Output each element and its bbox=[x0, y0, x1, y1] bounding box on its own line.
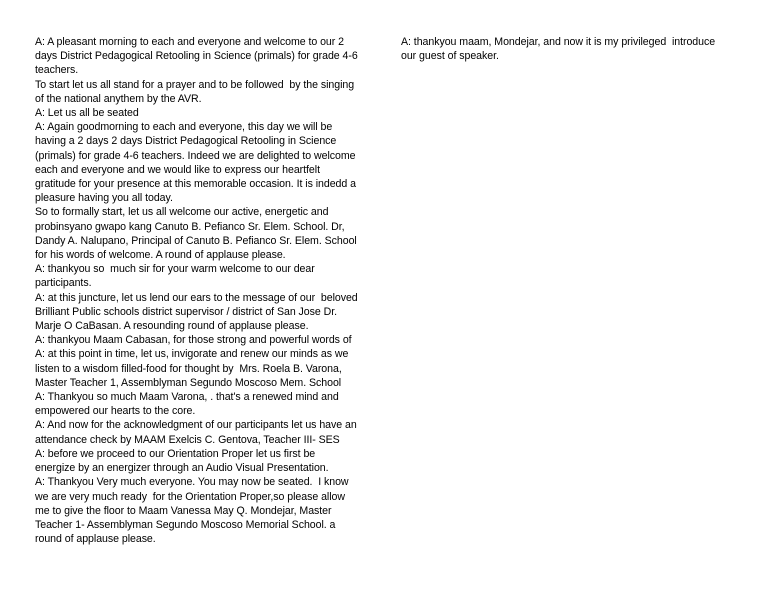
text-line: for his words of welcome. A round of applause please. bbox=[35, 249, 286, 262]
text-line: A: Let us all be seated bbox=[35, 107, 139, 120]
text-line: A: Thankyou Very much everyone. You may now be seated. I know bbox=[35, 476, 349, 489]
text-line: A: Thankyou so much Maam Varona, . that's a renewed mind and bbox=[35, 391, 339, 404]
text-line: Teacher 1- Assemblyman Segundo Moscoso Memorial School. a bbox=[35, 518, 336, 531]
text-line: A: thankyou Maam Cabasan, for those strong and powerful words of bbox=[35, 334, 352, 347]
text-line: energize by an energizer through an Audio Visual Presentation. bbox=[35, 462, 329, 475]
text-line: round of applause please. bbox=[35, 533, 156, 546]
text-line: days District Pedagogical Retooling in Science (primals) for grade 4-6 bbox=[35, 50, 358, 63]
text-line: A: before we proceed to our Orientation Proper let us first be bbox=[35, 447, 316, 460]
text-line: empowered our hearts to the core. bbox=[35, 405, 196, 418]
text-line: A: Again goodmorning to each and everyone, this day we will be bbox=[35, 121, 333, 134]
text-line: pleasure having you all today. bbox=[35, 192, 173, 205]
text-line: To start let us all stand for a prayer and to be followed by the singing bbox=[35, 78, 355, 91]
text-line: we are very much ready for the Orientation Proper,so please allow bbox=[35, 490, 345, 503]
text-line: So to formally start, let us all welcome our active, energetic and bbox=[35, 206, 329, 219]
text-line: A: thankyou maam, Mondejar, and now it is my privileged introduce bbox=[401, 36, 716, 48]
text-line: attendance check by MAAM Exelcis C. Gentova, Teacher III- SES bbox=[35, 433, 340, 446]
text-line: having a 2 days 2 days District Pedagogical Retooling in Science bbox=[35, 135, 337, 148]
text-line: A: And now for the acknowledgment of our participants let us have an bbox=[35, 419, 357, 432]
text-line: listen to a wisdom filled-food for thought by Mrs. Roela B. Varona, bbox=[35, 362, 342, 375]
text-line: Dandy A. Nalupano, Principal of Canuto B. Pefianco Sr. Elem. School bbox=[35, 234, 357, 247]
text-line: each and everyone and we would like to express our heartfelt bbox=[35, 163, 320, 176]
text-line: participants. bbox=[35, 277, 92, 290]
text-line: of the national anythem by the AVR. bbox=[35, 92, 202, 105]
text-line: A: at this point in time, let us, invigorate and renew our minds as we bbox=[35, 348, 349, 361]
right-text-column bbox=[401, 35, 741, 63]
text-line: (primals) for grade 4-6 teachers. Indeed we are delighted to welcome bbox=[35, 149, 356, 162]
text-line: Master Teacher 1, Assemblyman Segundo Moscoso Mem. School bbox=[35, 376, 342, 389]
text-line: our guest of speaker. bbox=[401, 50, 499, 63]
left-text-column bbox=[35, 35, 373, 546]
text-line: me to give the floor to Maam Vanessa May Q. Mondejar, Master bbox=[35, 504, 332, 517]
text-line: probinsyano gwapo kang Canuto B. Pefianco Sr. Elem. School. Dr, bbox=[35, 220, 345, 233]
text-line: Marje O CaBasan. A resounding round of applause please. bbox=[35, 320, 309, 333]
text-line: Brilliant Public schools district supervisor / district of San Jose Dr. bbox=[35, 305, 338, 318]
text-line: A: thankyou so much sir for your warm welcome to our dear bbox=[35, 263, 315, 276]
text-line: gratitude for your presence at this memorable occasion. It is indedd a bbox=[35, 178, 356, 191]
text-line: teachers. bbox=[35, 64, 79, 77]
text-line: A: A pleasant morning to each and everyone and welcome to our 2 bbox=[35, 36, 344, 48]
text-line: A: at this juncture, let us lend our ears to the message of our beloved bbox=[35, 291, 358, 304]
